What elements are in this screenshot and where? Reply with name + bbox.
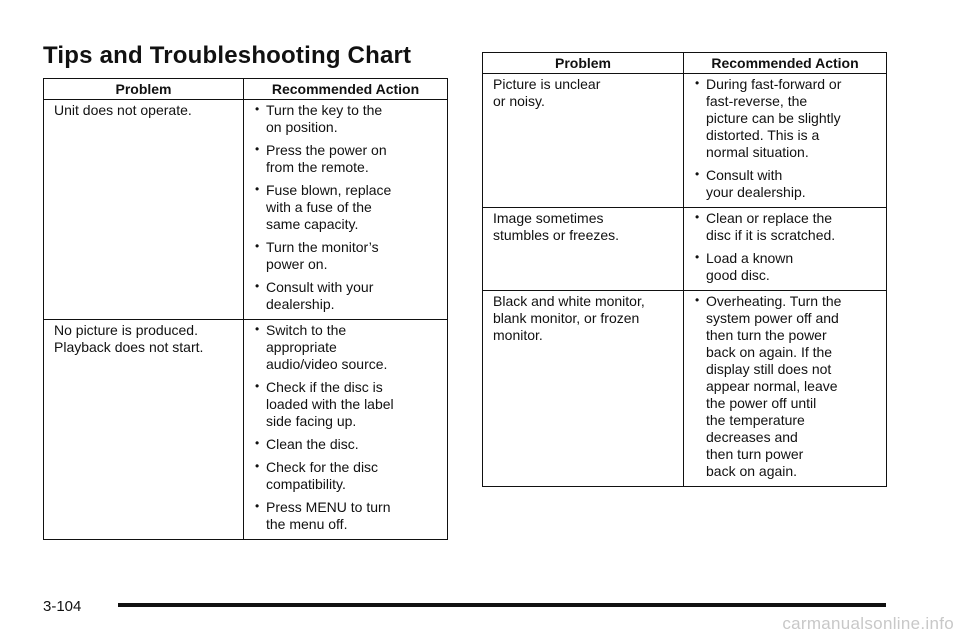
action-list xyxy=(695,293,882,480)
bullet-icon: • xyxy=(695,167,700,181)
action-item xyxy=(255,279,443,313)
table-row xyxy=(483,208,887,291)
bullet-icon: • xyxy=(255,459,260,473)
action-item xyxy=(255,459,443,493)
problem-cell: Black and white monitor, blank monitor, or frozen monitor. xyxy=(483,291,684,487)
problem-cell: No picture is produced. Playback does not start. xyxy=(44,320,244,540)
table-row xyxy=(483,291,887,487)
action-text: Turn the key to the on position. xyxy=(266,102,383,135)
action-text: Consult with your dealership. xyxy=(706,167,806,200)
column-header-problem: Problem xyxy=(44,79,244,100)
bullet-icon: • xyxy=(255,322,260,336)
action-text: Clean the disc. xyxy=(266,436,359,452)
action-text: Turn the monitor’s power on. xyxy=(266,239,379,272)
action-text: Switch to the appropriate audio/video source. xyxy=(266,322,388,372)
action-text: Overheating. Turn the system power off and then turn the power back on again. If the display still does not appear normal, leave the power off until the temperature decreases and then turn power back on again. xyxy=(706,293,842,479)
bullet-icon: • xyxy=(255,239,260,253)
problem-cell: Image sometimes stumbles or freezes. xyxy=(483,208,684,291)
bullet-icon: • xyxy=(255,379,260,393)
bullet-icon: • xyxy=(255,279,260,293)
action-text: Press MENU to turn the menu off. xyxy=(266,499,391,532)
bullet-icon: • xyxy=(255,102,260,116)
column-header-action: Recommended Action xyxy=(684,53,887,74)
action-item xyxy=(255,239,443,273)
troubleshooting-table-left xyxy=(43,78,448,540)
action-text: Load a known good disc. xyxy=(706,250,794,283)
action-cell xyxy=(684,291,887,487)
bullet-icon: • xyxy=(255,142,260,156)
action-item xyxy=(695,76,882,161)
action-cell xyxy=(684,208,887,291)
bullet-icon: • xyxy=(255,499,260,513)
bullet-icon: • xyxy=(695,293,700,307)
bullet-icon: • xyxy=(695,76,700,90)
table-header-row xyxy=(44,79,448,100)
table-row xyxy=(483,74,887,208)
troubleshooting-table-right xyxy=(482,52,887,487)
action-list xyxy=(255,102,443,313)
action-text: During fast-forward or fast-reverse, the picture can be slightly distorted. This is a normal situation. xyxy=(706,76,842,160)
action-list xyxy=(255,322,443,533)
action-list xyxy=(695,210,882,284)
action-item xyxy=(695,293,882,480)
action-item xyxy=(695,167,882,201)
bullet-icon: • xyxy=(255,436,260,450)
action-item xyxy=(255,182,443,233)
action-text: Clean or replace the disc if it is scratched. xyxy=(706,210,836,243)
page-title: Tips and Troubleshooting Chart xyxy=(43,42,412,69)
action-list xyxy=(695,76,882,201)
action-text: Check for the disc compatibility. xyxy=(266,459,379,492)
action-text: Check if the disc is loaded with the label side facing up. xyxy=(266,379,394,429)
action-cell xyxy=(244,320,448,540)
table-header-row xyxy=(483,53,887,74)
page-number: 3-104 xyxy=(43,598,82,615)
table-row xyxy=(44,320,448,540)
table-row xyxy=(44,100,448,320)
action-item xyxy=(255,322,443,373)
action-item xyxy=(255,499,443,533)
action-item xyxy=(255,379,443,430)
action-item xyxy=(695,210,882,244)
bullet-icon: • xyxy=(255,182,260,196)
action-item xyxy=(255,436,443,453)
column-header-problem: Problem xyxy=(483,53,684,74)
bullet-icon: • xyxy=(695,250,700,264)
action-text: Consult with your dealership. xyxy=(266,279,374,312)
action-item xyxy=(255,102,443,136)
action-cell xyxy=(244,100,448,320)
action-item xyxy=(695,250,882,284)
problem-cell: Unit does not operate. xyxy=(44,100,244,320)
action-text: Press the power on from the remote. xyxy=(266,142,387,175)
action-item xyxy=(255,142,443,176)
watermark: carmanualsonline.info xyxy=(782,614,954,633)
footer-rule xyxy=(118,603,886,607)
problem-cell: Picture is unclear or noisy. xyxy=(483,74,684,208)
action-cell xyxy=(684,74,887,208)
bullet-icon: • xyxy=(695,210,700,224)
column-header-action: Recommended Action xyxy=(244,79,448,100)
action-text: Fuse blown, replace with a fuse of the same capacity. xyxy=(266,182,392,232)
